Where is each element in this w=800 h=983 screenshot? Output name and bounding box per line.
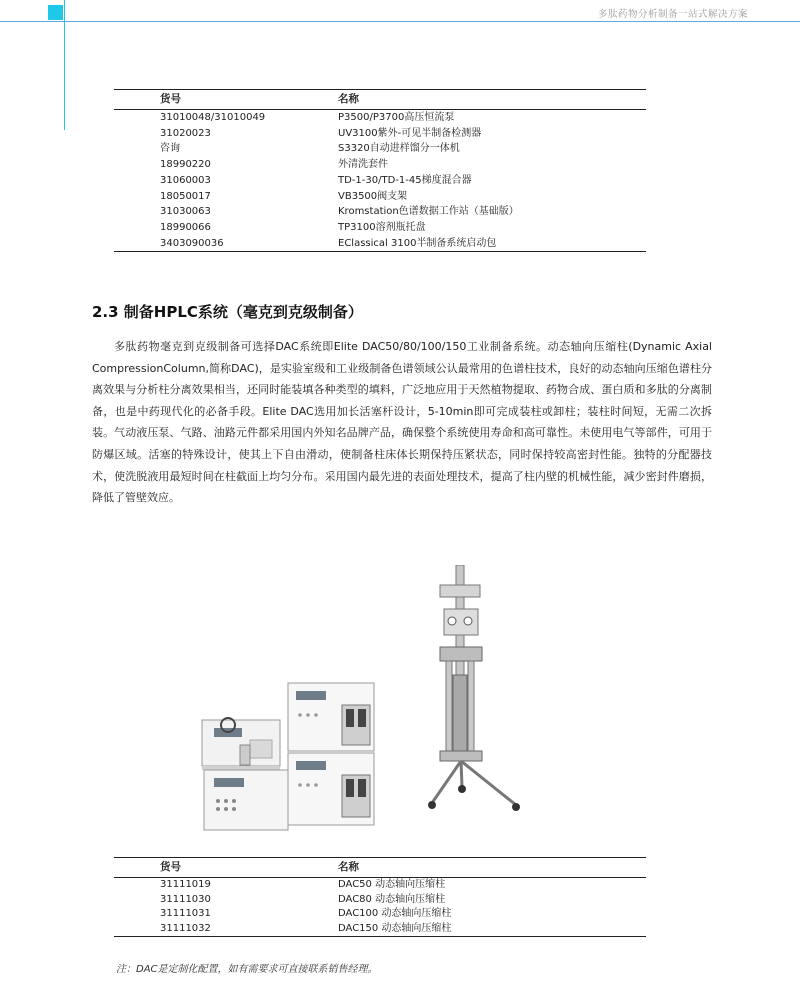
part-name-cell: P3500/P3700高压恒流泵 [338, 112, 455, 123]
table-row [114, 173, 646, 189]
part-number-cell: 31111032 [160, 922, 211, 934]
section-body [92, 336, 712, 509]
part-name-cell: DAC100 动态轴向压缩柱 [338, 908, 452, 919]
part-name-cell: S3320自动进样馏分一体机 [338, 143, 460, 155]
detector-unit-illustration [202, 718, 288, 830]
part-name-cell: VB3500阀支架 [338, 190, 408, 202]
table-row [114, 907, 646, 922]
part-name-cell: DAC150 动态轴向压缩柱 [338, 922, 452, 934]
part-number-cell: 18990066 [160, 221, 211, 233]
part-name-cell: EClassical 3100半制备系统启动包 [338, 237, 497, 249]
table-row [114, 204, 646, 220]
pump-stack-illustration [288, 683, 374, 825]
part-name-cell: TP3100溶剂瓶托盘 [338, 221, 426, 233]
part-name-cell: Kromstation色谱数据工作站（基础版） [338, 206, 519, 218]
part-number-cell: 31111030 [160, 893, 211, 905]
header-rule [0, 21, 800, 22]
table-row [114, 922, 646, 937]
part-name-cell: DAC80 动态轴向压缩柱 [338, 893, 446, 905]
parts-table-1 [114, 89, 646, 252]
part-number-cell: 31060003 [160, 174, 211, 186]
equipment-photo [200, 565, 550, 845]
table-row [114, 126, 646, 142]
table-row [114, 141, 646, 157]
part-name-cell: DAC50 动态轴向压缩柱 [338, 879, 446, 890]
column-header-part-no: 货号 [160, 93, 181, 105]
part-name-cell: 外清洗套件 [338, 159, 388, 171]
part-number-cell: 31111031 [160, 908, 211, 919]
part-number-cell: 31111019 [160, 879, 211, 890]
part-number-cell: 31030063 [160, 206, 211, 218]
part-name-cell: UV3100紫外-可见半制备检测器 [338, 127, 482, 139]
part-number-cell: 18050017 [160, 190, 211, 202]
table-row [114, 110, 646, 126]
table-header-row [114, 858, 646, 878]
table-row [114, 236, 646, 252]
section-heading: 2.3 制备HPLC系统（毫克到克级制备） [92, 303, 363, 321]
column-header-part-no: 货号 [160, 861, 181, 873]
column-header-name: 名称 [338, 93, 359, 105]
part-number-cell: 31010048/31010049 [160, 112, 266, 123]
table-row [114, 893, 646, 908]
table-row [114, 220, 646, 236]
part-number-cell: 咨询 [160, 143, 180, 155]
table-row [114, 157, 646, 173]
part-number-cell: 18990220 [160, 159, 211, 171]
footnote: 注：DAC是定制化配置，如有需要求可直接联系销售经理。 [116, 964, 378, 975]
table-row [114, 189, 646, 205]
corner-accent-square [48, 5, 63, 20]
accent-vertical-line [64, 0, 65, 130]
table-row [114, 878, 646, 893]
column-header-name: 名称 [338, 861, 359, 873]
running-header-title: 多肽药物分析制备一站式解决方案 [597, 9, 748, 20]
part-number-cell: 3403090036 [160, 237, 224, 249]
dac-column-illustration [428, 565, 520, 811]
table-header-row [114, 90, 646, 110]
body-paragraph: 多肽药物毫克到克级制备可选择DAC系统即Elite DAC50/80/100/150工业制备系统。动态轴向压缩柱(Dynamic Axial CompressionColumn,简称DAC)，是实验室级和工业级制备色谱领域公认最常用的色谱柱技术，良好的动态轴向压缩色谱柱分离效果与分析柱分离效果相当，还同时能装填各种类型的填料，广泛地应用于天然植物提取、药物合成、蛋白质和多肽的分离制备，也是中药现代化的必备手段。Elite DAC选用加长活塞杆设计，5-10min即可完成装柱或卸柱；装柱时间短，无需二次拆装。气动液压泵、气路、油路元件都采用国内外知名品牌产品，确保整个系统使用寿命和高可靠性。未使用电气等部件，可用于防爆区域。活塞的特殊设计，使其上下自由滑动，使制备柱床体长期保持压紧状态，同时保持较高密封性能。独特的分配器技术，使洗脱液用最短时间在柱截面上均匀分布。采用国内最先进的表面处理技术，提高了柱内壁的机械性能，减少密封件磨损，降低了管壁效应。 [92, 340, 712, 505]
part-number-cell: 31020023 [160, 127, 211, 139]
part-name-cell: TD-1-30/TD-1-45梯度混合器 [338, 174, 472, 186]
parts-table-2 [114, 857, 646, 937]
